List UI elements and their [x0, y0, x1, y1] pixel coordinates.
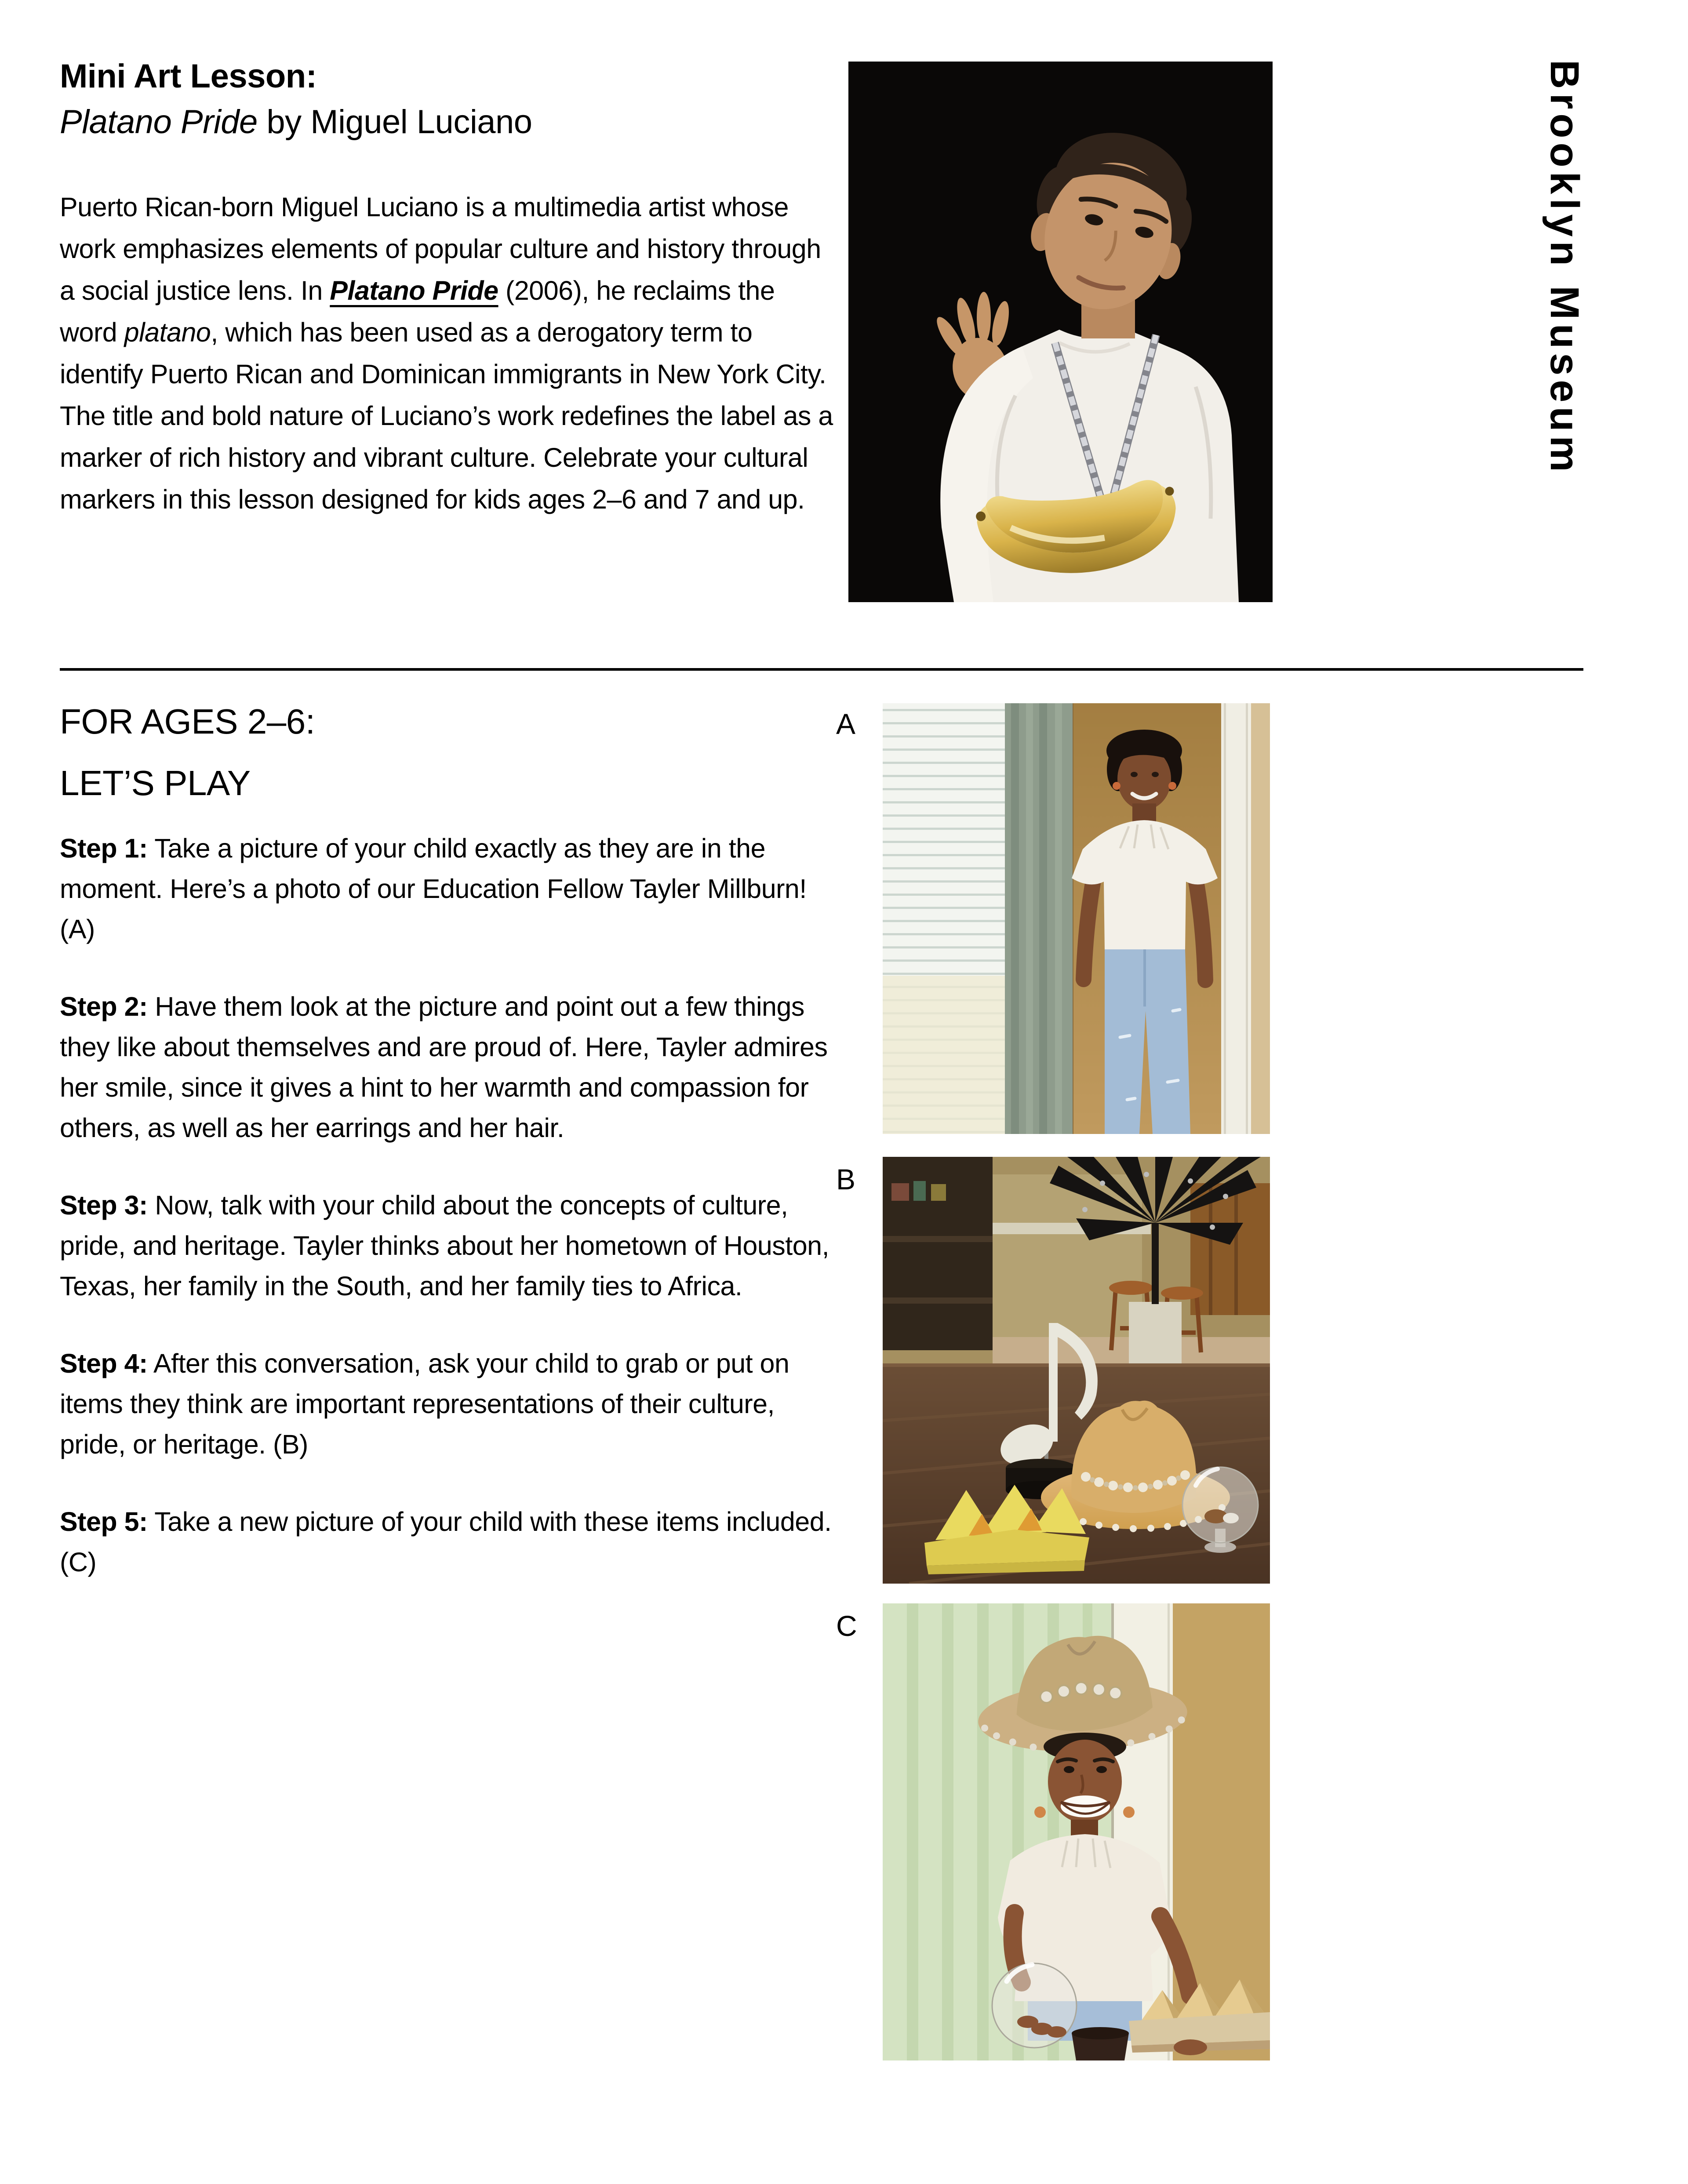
step-3-text: Now, talk with your child about the concepts of culture, pride, and heritage. Tayler thinks about her hometown of Houston, Texas, her family in the South, and her family ties to Africa. [60, 1190, 829, 1301]
step-5-text: Take a new picture of your child with these items included. (C) [60, 1507, 832, 1577]
photo-b-illustration [883, 1157, 1270, 1584]
section-heading-line-2: LET’S PLAY [60, 763, 251, 803]
step-4-label: Step 4: [60, 1348, 148, 1378]
step-2-label: Step 2: [60, 992, 148, 1021]
intro-text-1: Puerto Rican-born Miguel Luciano is a multimedia artist whose work emphasizes elements of popular culture and history through a social justice lens. In [60, 192, 821, 305]
title-byline: by Miguel Luciano [257, 103, 532, 141]
step-1-label: Step 1: [60, 833, 148, 863]
section-divider [60, 668, 1583, 671]
intro-paragraph [60, 186, 833, 520]
photo-label-b: B [836, 1163, 856, 1196]
photo-label-a: A [836, 708, 856, 740]
title-artwork-name: Platano Pride [60, 103, 258, 141]
photo-a-illustration [883, 703, 1270, 1134]
steps-list [60, 828, 847, 1582]
artwork-title-link: Platano Pride [330, 276, 498, 305]
page-title [60, 54, 532, 145]
intro-text-3: , which has been used as a derogatory term to identify Puerto Rican and Dominican immigrants in New York City. The title and bold nature of Luciano’s work redefines the label as a marker of rich history and vibrant culture. Celebrate your cultural markers in this lesson designed for kids ages 2–6 and 7 and up. [60, 317, 833, 514]
intro-word-platano: platano [124, 317, 211, 347]
section-heading [60, 691, 315, 814]
photo-a-tayler-portrait [883, 703, 1270, 1134]
step-2 [60, 986, 847, 1148]
step-5 [60, 1501, 847, 1582]
step-2-text: Have them look at the picture and point out a few things they like about themselves and are proud of. Here, Tayler admires her smile, since it gives a hint to her warmth and compassion for others, as well as her earrings and her hair. [60, 992, 828, 1143]
photo-platano-pride-illustration [848, 62, 1273, 602]
photo-c-illustration [883, 1603, 1270, 2060]
step-5-label: Step 5: [60, 1507, 148, 1537]
photo-b-culture-items [883, 1157, 1270, 1584]
section-heading-line-1: FOR AGES 2–6: [60, 702, 315, 741]
brooklyn-museum-logo: Brooklyn Museum [1542, 60, 1587, 476]
photo-label-c: C [836, 1610, 857, 1642]
intro-text-2: (2006), he reclaims the word [60, 276, 775, 347]
title-line-2 [60, 99, 532, 145]
photo-platano-pride-artwork [848, 62, 1273, 602]
step-4-text: After this conversation, ask your child to grab or put on items they think are important representations of their culture, pride, or heritage. (B) [60, 1348, 789, 1459]
step-1 [60, 828, 847, 949]
step-3 [60, 1185, 847, 1306]
title-line-1: Mini Art Lesson: [60, 58, 317, 95]
step-4 [60, 1343, 847, 1464]
step-1-text: Take a picture of your child exactly as they are in the moment. Here’s a photo of our Education Fellow Tayler Millburn! (A) [60, 833, 807, 944]
photo-c-tayler-with-items [883, 1603, 1270, 2060]
step-3-label: Step 3: [60, 1190, 148, 1220]
